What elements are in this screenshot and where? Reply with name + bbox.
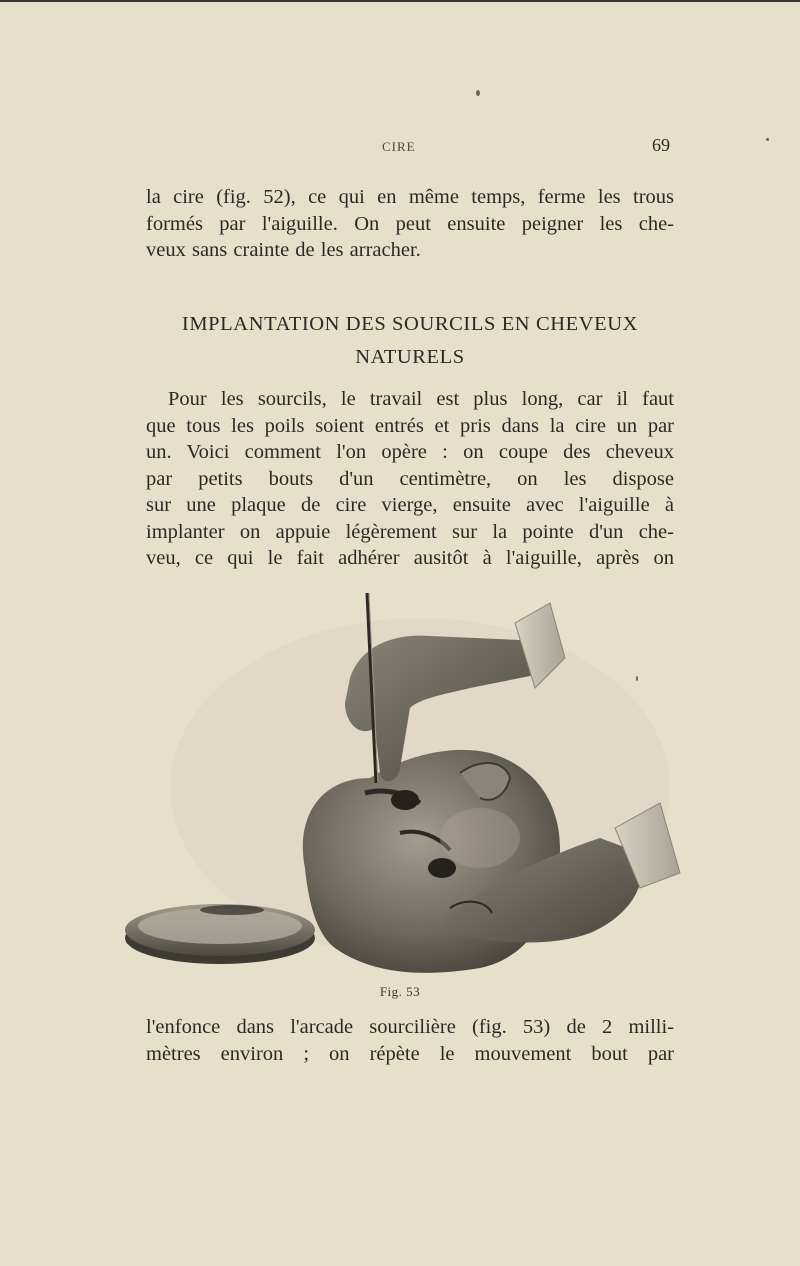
text-line: mètres environ ; on répète le mouvement bout par [146,1042,674,1065]
heading-line: NATURELS [355,346,465,368]
paragraph-sourcils [146,386,674,572]
section-heading [140,308,680,374]
page-number: 69 [652,135,670,155]
eyebrow-implantation-illustration [120,588,690,978]
paper-speck [636,676,638,681]
text-line: Pour les sourcils, le travail est plus long, car il faut [168,388,674,410]
wax-plate [125,904,315,964]
text-line: un. Voici comment l'on opère : on coupe des cheveux [146,441,674,463]
text-line: implanter on appuie légèrement sur la pointe d'un che- [146,520,674,543]
text-line: veux sans crainte de les arracher. [146,239,421,261]
top-border-rule [0,0,800,2]
text-line: l'enfonce dans l'arcade sourcilière (fig. 53) de 2 milli- [146,1016,674,1038]
text-line: sur une plaque de cire vierge, ensuite avec l'aiguille à [146,494,674,516]
paper-speck [476,90,480,96]
heading-line: IMPLANTATION DES SOURCILS EN CHEVEUX [181,313,639,335]
text-line: par petits bouts d'un centimètre, on les dispose [146,467,674,490]
paper-speck [766,138,769,141]
running-head [0,135,800,159]
paragraph-continuation [146,184,674,264]
figure-illustration [120,588,690,978]
text-line: veu, ce qui le fait adhérer ausitôt à l'aiguille, après on [146,547,674,569]
running-head-title: CIRE [382,139,416,154]
text-line: la cire (fig. 52), ce qui en même temps, ferme les trous [146,186,674,208]
text-line: formés par l'aiguille. On peut ensuite peigner les che- [146,212,674,235]
paragraph-after-figure [146,1014,674,1067]
figure-caption: Fig. 53 [379,984,421,999]
text-line: que tous les poils soient entrés et pris dans la cire un par [146,414,674,437]
